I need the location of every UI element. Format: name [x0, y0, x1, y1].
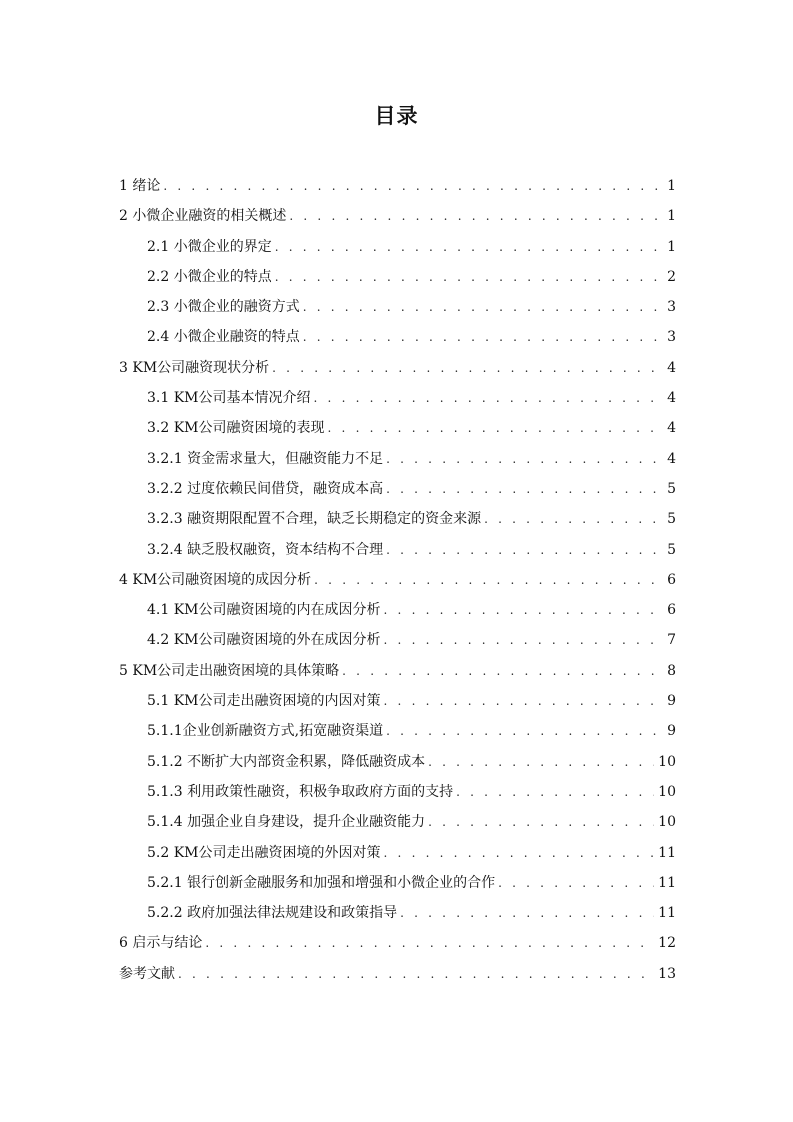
- toc-page-number: 8: [667, 662, 676, 679]
- toc-entry[interactable]: [119, 444, 676, 474]
- toc-entry-label: 4.1 KM公司融资困境的内在成因分析: [147, 602, 381, 619]
- toc-dot-leader: [275, 262, 658, 292]
- toc-dot-leader: [428, 807, 654, 837]
- toc-page-number: 3: [667, 299, 676, 316]
- toc-dot-leader: [272, 353, 658, 383]
- toc-entry[interactable]: [119, 474, 676, 504]
- toc-page-number: 11: [658, 874, 676, 891]
- toc-page-number: 9: [667, 693, 676, 710]
- toc-entry[interactable]: [119, 353, 676, 383]
- toc-entry[interactable]: [119, 868, 676, 898]
- toc-page-number: 4: [667, 420, 676, 437]
- toc-entry[interactable]: [119, 232, 676, 262]
- toc-entry[interactable]: [119, 807, 676, 837]
- toc-entry-label: 2.3 小微企业的融资方式: [147, 299, 300, 316]
- toc-dot-leader: [342, 656, 658, 686]
- toc-dot-leader: [314, 383, 658, 413]
- toc-entry[interactable]: [119, 322, 676, 352]
- toc-entry[interactable]: [119, 625, 676, 655]
- toc-page-number: 6: [667, 602, 676, 619]
- toc-page-number: 1: [667, 238, 676, 255]
- toc-entry-label: 3 KM公司融资现状分析: [119, 359, 270, 376]
- toc-dot-leader: [498, 868, 654, 898]
- toc-entry[interactable]: [119, 928, 676, 958]
- toc-entry[interactable]: [119, 898, 676, 928]
- toc-entry-label: 2 小微企业融资的相关概述: [119, 208, 287, 225]
- toc-dot-leader: [384, 686, 658, 716]
- toc-entry[interactable]: [119, 565, 676, 595]
- toc-page-number: 3: [667, 329, 676, 346]
- toc-entry-label: 5.1.2 不断扩大内部资金积累，降低融资成本: [147, 753, 426, 770]
- toc-entry-label: 3.2.2 过度依赖民间借贷，融资成本高: [147, 480, 384, 497]
- toc-page-number: 7: [667, 632, 676, 649]
- toc-page-number: 1: [667, 208, 676, 225]
- toc-entry-label: 5.1 KM公司走出融资困境的内因对策: [147, 693, 381, 710]
- toc-entry[interactable]: [119, 171, 676, 201]
- toc-page-number: 12: [658, 935, 676, 952]
- toc-entry-label: 1 绪论: [119, 178, 161, 194]
- toc-entry[interactable]: [119, 262, 676, 292]
- toc-entry[interactable]: [119, 838, 676, 868]
- table-of-contents: [119, 171, 676, 989]
- toc-page-number: 11: [658, 905, 676, 922]
- toc-dot-leader: [314, 565, 658, 595]
- toc-dot-leader: [386, 535, 658, 565]
- toc-entry-label: 3.2.4 缺乏股权融资，资本结构不合理: [147, 541, 384, 558]
- toc-entry[interactable]: [119, 535, 676, 565]
- toc-entry[interactable]: [119, 686, 676, 716]
- toc-page-number: 10: [658, 783, 676, 800]
- toc-entry[interactable]: [119, 656, 676, 686]
- toc-entry[interactable]: [119, 292, 676, 322]
- toc-entry[interactable]: [119, 413, 676, 443]
- toc-dot-leader: [484, 504, 658, 534]
- toc-dot-leader: [384, 838, 655, 868]
- toc-dot-leader: [428, 747, 654, 777]
- toc-dot-leader: [303, 292, 658, 322]
- toc-dot-leader: [386, 474, 658, 504]
- toc-dot-leader: [384, 625, 658, 655]
- toc-entry-label: 5.1.1企业创新融资方式,拓宽融资渠道: [147, 723, 384, 740]
- toc-page-number: 4: [667, 359, 676, 376]
- toc-entry-label: 参考文献: [119, 965, 175, 982]
- toc-entry-label: 2.4 小微企业融资的特点: [147, 329, 300, 346]
- toc-dot-leader: [289, 201, 658, 231]
- toc-page-number: 6: [667, 571, 676, 588]
- toc-dot-leader: [178, 959, 654, 989]
- toc-page-number: 5: [667, 541, 676, 558]
- toc-entry-label: 5.2.2 政府加强法律法规建设和政策指导: [147, 905, 398, 922]
- toc-page-number: 2: [667, 268, 676, 285]
- toc-entry-label: 2.2 小微企业的特点: [147, 268, 272, 285]
- toc-entry[interactable]: [119, 777, 676, 807]
- toc-entry[interactable]: [119, 747, 676, 777]
- toc-entry-label: 5.1.4 加强企业自身建设，提升企业融资能力: [147, 814, 426, 831]
- toc-entry-label: 3.2.1 资金需求量大，但融资能力不足: [147, 450, 384, 467]
- toc-entry-label: 5.1.3 利用政策性融资，积极争取政府方面的支持: [147, 783, 454, 800]
- toc-dot-leader: [205, 928, 654, 958]
- toc-page-number: 13: [658, 965, 676, 982]
- toc-page-number: 1: [667, 178, 676, 194]
- toc-dot-leader: [386, 716, 658, 746]
- toc-dot-leader: [328, 413, 658, 443]
- toc-page-number: 4: [667, 390, 676, 407]
- toc-entry-label: 6 启示与结论: [119, 935, 203, 952]
- toc-page-number: 11: [658, 844, 676, 861]
- toc-page-number: 4: [667, 450, 676, 467]
- toc-entry-label: 2.1 小微企业的界定: [147, 238, 272, 255]
- toc-entry[interactable]: [119, 383, 676, 413]
- toc-entry-label: 5.2 KM公司走出融资困境的外因对策: [147, 844, 381, 861]
- toc-entry-label: 4 KM公司融资困境的成因分析: [119, 571, 312, 588]
- toc-entry[interactable]: [119, 504, 676, 534]
- toc-page-number: 10: [658, 753, 676, 770]
- toc-entry-label: 3.2 KM公司融资困境的表现: [147, 420, 325, 437]
- toc-page-number: 5: [667, 480, 676, 497]
- toc-entry[interactable]: [119, 201, 676, 231]
- toc-entry[interactable]: [119, 716, 676, 746]
- toc-entry-label: 5 KM公司走出融资困境的具体策略: [119, 662, 340, 679]
- toc-page-number: 10: [658, 814, 676, 831]
- toc-dot-leader: [400, 898, 654, 928]
- toc-page-number: 9: [667, 723, 676, 740]
- toc-page-number: 5: [667, 511, 676, 528]
- toc-dot-leader: [456, 777, 654, 807]
- toc-entry-label: 3.2.3 融资期限配置不合理，缺乏长期稳定的资金来源: [147, 511, 482, 528]
- toc-dot-leader: [386, 444, 658, 474]
- toc-entry-label: 3.1 KM公司基本情况介绍: [147, 390, 311, 407]
- toc-dot-leader: [163, 171, 658, 201]
- toc-dot-leader: [303, 322, 658, 352]
- toc-entry[interactable]: [119, 595, 676, 625]
- page-title: 目录: [374, 104, 419, 128]
- toc-entry[interactable]: [119, 959, 676, 989]
- toc-dot-leader: [275, 232, 658, 262]
- toc-entry-label: 4.2 KM公司融资困境的外在成因分析: [147, 632, 381, 649]
- toc-dot-leader: [384, 595, 658, 625]
- toc-entry-label: 5.2.1 银行创新金融服务和加强和增强和小微企业的合作: [147, 874, 496, 891]
